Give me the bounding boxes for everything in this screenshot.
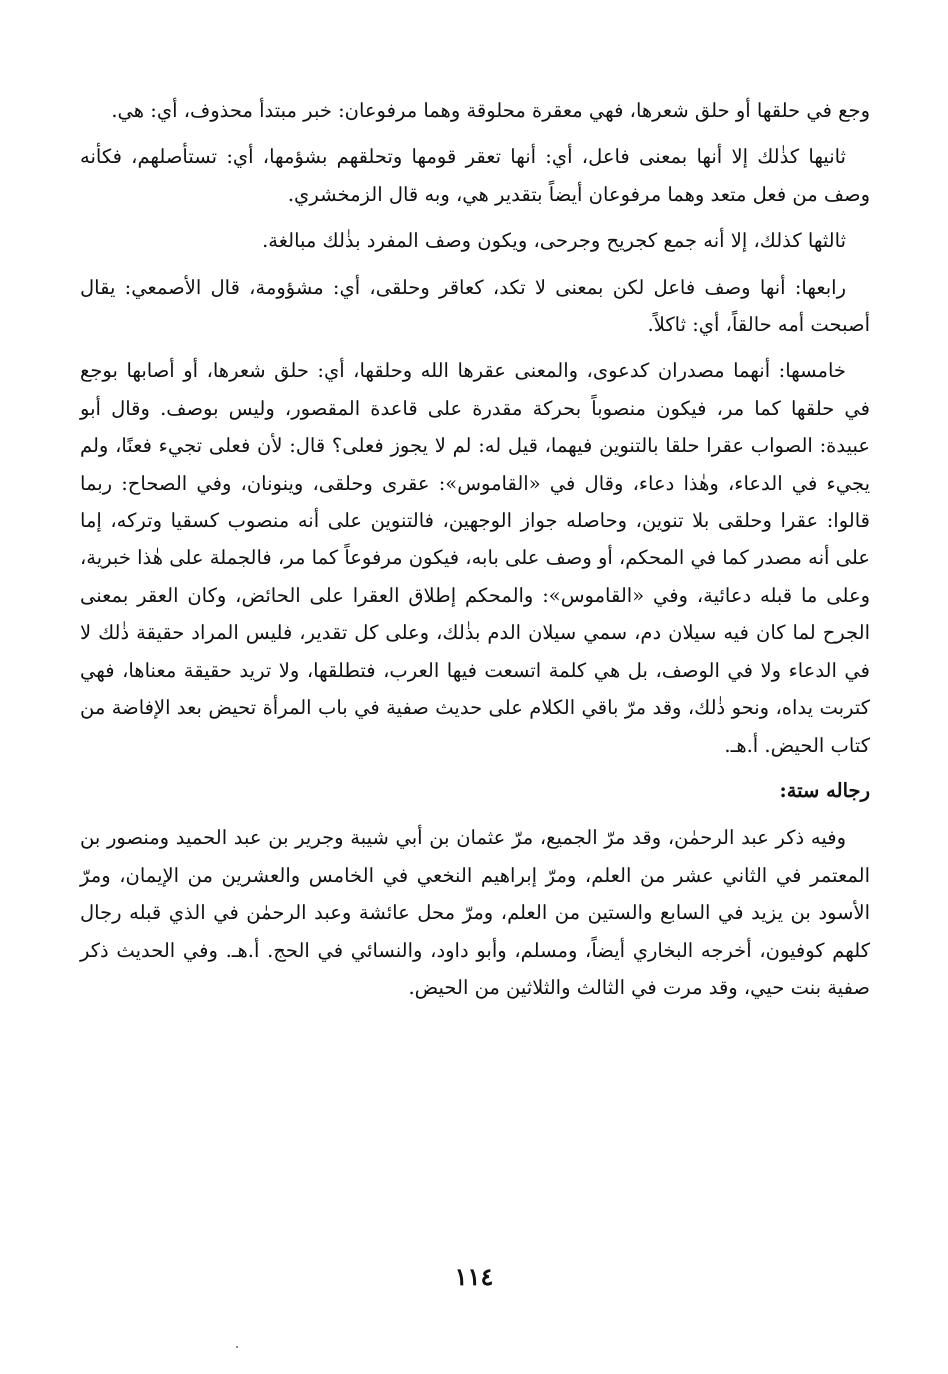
paragraph-second-view: ثانيها كذٰلك إلا أنها بمعنى فاعل، أي: أنها تعقر قومها وتحلقهم بشؤمها، أي: تستأصلهم، فكأنه وصف من فعل متعد وهما مرفوعان أيضاً بتقدير هي، وبه قال الزمخشري. — [80, 145, 870, 206]
paragraph-fifth-view: خامسها: أنهما مصدران كدعوى، والمعنى عقرها الله وحلقها، أي: حلق شعرها، أو أصابها بوجع في حلقها كما مر، فيكون منصوباً بحركة مقدرة على قاعدة المقصور، وليس بوصف. وقال أبو عبيدة: الصواب عقرا حلقا بالتنوين فيهما، قيل له: لم لا يجوز فعلى؟ قال: لأن فعلى تجيء فعنًا، ولم يجيء في الدعاء، وهٰذا دعاء، وقال في «القاموس»: عقرى وحلقى، وينونان، وفي الصحاح: ربما قالوا: عقرا وحلقى بلا تنوين، وحاصله جواز الوجهين، فالتنوين على أنه منصوب كسقيا وتركه، إما على أنه مصدر كما في المحكم، أو وصف على بابه، فيكون مرفوعاً كما مر، فالجملة على هٰذا خبرية، وعلى ما قبله دعائية، وفي «القاموس»: والمحكم إطلاق العقرا على الحائض، وكان العقر بمعنى الجرح لما كان فيه سيلان دم، سمي سيلان الدم بذٰلك، وعلى كل تقدير، فليس المراد حقيقة ذٰلك لا في الدعاء ولا في الوصف، بل هي كلمة اتسعت فيها العرب، فتطلقها، ولا تريد حقيقة معناها، فهي كتربت يداه، ونحو ذٰلك، وقد مرّ باقي الكلام على حديث صفية في باب المرأة تحيض بعد الإفاضة من كتاب الحيض. أ.هـ. — [80, 359, 870, 757]
paragraph-third-view: ثالثها كذلك، إلا أنه جمع كجريح وجرحى، ويكون وصف المفرد بذٰلك مبالغة. — [262, 229, 846, 253]
section-heading-narrators: رجاله ستة: — [779, 778, 870, 802]
paragraph-fourth-view: رابعها: أنها وصف فاعل لكن بمعنى لا تكد، كعاقر وحلقى، أي: مشؤومة، قال الأصمعي: يقال أصبحت أمه حالقاً، أي: ثاكلاً. — [80, 275, 870, 337]
scan-speck — [236, 1346, 238, 1348]
page-body — [80, 92, 870, 1006]
paragraph-continuation: وجع في حلقها أو حلق شعرها، فهي معقرة محلوقة وهما مرفوعان: خبر مبتدأ محذوف، أي: هي. — [111, 99, 870, 122]
paragraph-narrators: وفيه ذكر عبد الرحمٰن، وقد مرّ الجميع، مرّ عثمان بن أبي شيبة وجرير بن عبد الحميد ومنصور بن المعتمر في الثاني عشر من العلم، ومرّ إبراهيم النخعي في الخامس والعشرين من الإيمان، ومرّ الأسود بن يزيد في السابع والستين من العلم، ومرّ محل عائشة وعبد الرحمٰن في الذي قبله رجال كلهم كوفيون، أخرجه البخاري أيضاً، ومسلم، وأبو داود، والنسائي في الحج. أ.هـ. وفي الحديث ذكر صفية بنت حيي، وقد مرت في الثالث والثلاثين من الحيض. — [80, 826, 870, 999]
page-number: ١١٤ — [454, 1262, 494, 1291]
